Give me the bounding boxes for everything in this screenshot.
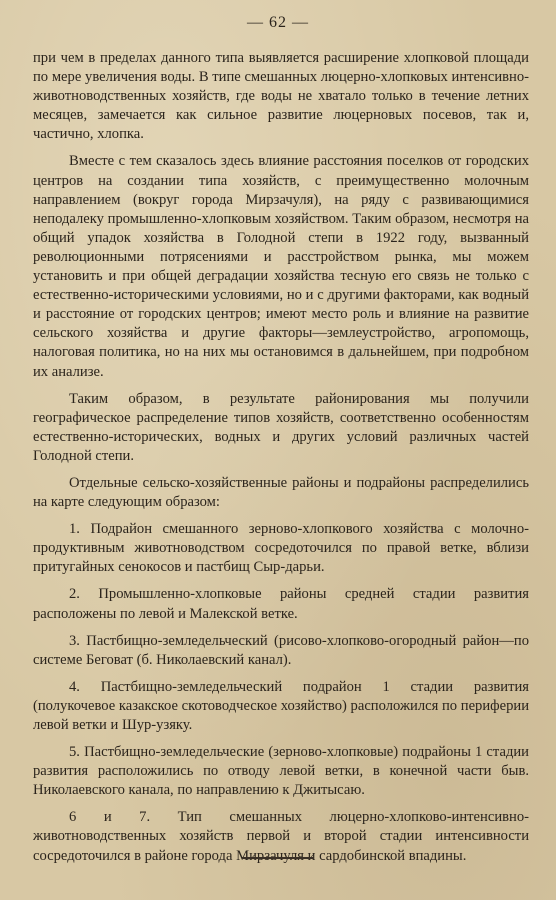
end-rule [242, 857, 314, 859]
paragraph-continuation: при чем в пределах данного типа выявляется расширение хлопковой площади по мере увеличения воды. В типе смешанных люцерно-хлопковых интенсивно-животноводственных хозяйств, где воды не хватало только в течение летних месяцев, замечается как сильное развитие люцерновых посевов, так и, частично, хлопка. [33, 50, 529, 143]
list-item-district-6-7: 6 и 7. Тип смешанных люцерно-хлопково-интенсивно-животноводственных хозяйств первой и второй стадии интенсивности сосредоточился в районе города Мирзачуля и сардобинской впадины. [33, 809, 529, 864]
paragraph-zoning-result: Таким образом, в результате районирования мы получили географическое распределение типов хозяйств, соответственно особенностям естественно-исторических, водных и других условий различных частей Голодной степи. [33, 390, 529, 464]
paragraph-distance-influence: Вместе с тем сказалось здесь влияние расстояния поселков от городских центров на создании типа хозяйств, с преимущественно молочным направлением (вокруг города Мирзачуля), на ряду с развивающимися неподалеку промышленно-хлопковым хозяйством. Таким образом, несмотря на общий упадок хозяйства в Голодной степи в 1922 году, вызванный революционными потрясениями и расстройством рынка, мы можем установить и при общей деградации хозяйства тесную его связь не только с естественно-историческими условиями, но и с другими факторами, как водный и расстояние от городских центров; имеют место роль и влияние на развитие сельского хозяйства и другие факторы—землеустройство, агропомощь, налоговая политика, но на них мы остановимся в дальнейшем, при подробном их анализе. [33, 153, 529, 380]
page-number: — 62 — [247, 14, 309, 31]
paragraph-districts-intro: Отдельные сельско-хозяйственные районы и подрайоны распределились на карте следующим образом: [33, 474, 529, 511]
list-item-district-3: 3. Пастбищно-земледельческий (рисово-хлопково-огородный район—по системе Беговат (б. Николаевский канал). [33, 632, 529, 668]
list-item-district-4: 4. Пастбищно-земледельческий подрайон 1 стадии развития (полукочевое казакское скотоводческое хозяйство) расположился по периферии левой ветки и Шур-узяку. [33, 678, 529, 733]
page-body [33, 49, 529, 874]
list-item-district-2: 2. Промышленно-хлопковые районы средней стадии развития расположены по левой и Малекской ветке. [33, 586, 529, 622]
list-item-district-1: 1. Подрайон смешанного зерново-хлопкового хозяйства с молочно-продуктивным животноводством сосредоточился по правой ветке, вблизи притугайных сенокосов и пастбищ Сыр-дарьи. [33, 521, 529, 576]
list-item-district-5: 5. Пастбищно-земледельческие (зерново-хлопковые) подрайоны 1 стадии развития расположились по отводу левой ветки, в конечной части быв. Николаевского канала, по направлению к Джитысаю. [33, 744, 529, 799]
